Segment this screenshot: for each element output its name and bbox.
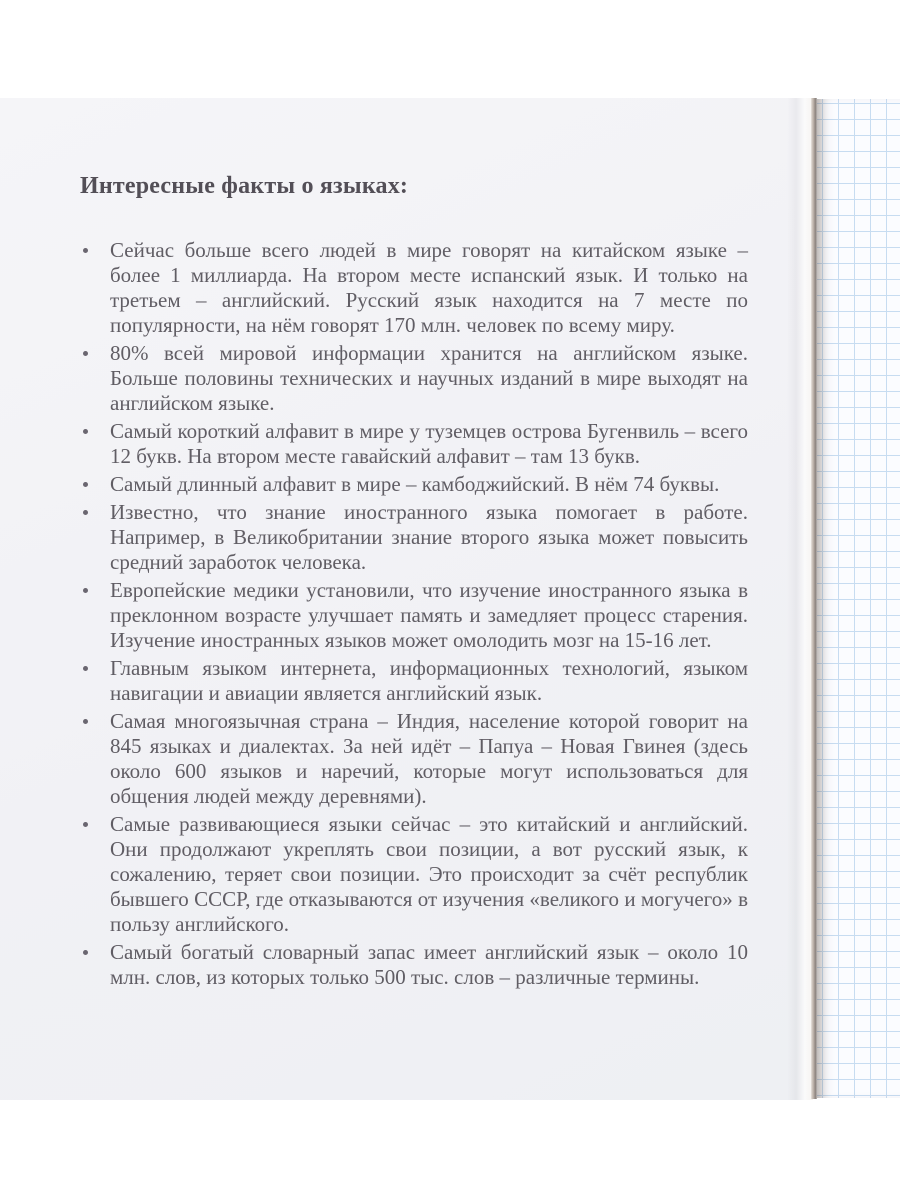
fact-item [80, 419, 748, 469]
fact-text: 80% всей мировой информации хранится на английском языке. Больше половины технических и научных изданий в мире выходят на английском языке. [110, 341, 748, 415]
fact-item [80, 472, 748, 497]
fact-item [80, 656, 748, 706]
bullet-dot-icon [83, 351, 88, 356]
fact-item [80, 940, 748, 990]
fact-text: Самый богатый словарный запас имеет английский язык – около 10 млн. слов, из которых только 500 тыс. слов – различные термины. [110, 940, 748, 989]
page-right-edge [787, 98, 813, 1100]
fact-item [80, 709, 748, 809]
fact-item [80, 238, 748, 338]
bullet-dot-icon [83, 248, 88, 253]
bullet-dot-icon [83, 482, 88, 487]
fact-text: Самый длинный алфавит в мире – камбоджийский. В нём 74 буквы. [110, 472, 720, 496]
bullet-dot-icon [83, 510, 88, 515]
fact-item [80, 578, 748, 653]
bullet-dot-icon [83, 588, 88, 593]
fact-item [80, 341, 748, 416]
fact-text: Главным языком интернета, информационных технологий, языком навигации и авиации является английский язык. [110, 656, 748, 705]
bullet-dot-icon [83, 950, 88, 955]
bullet-dot-icon [83, 429, 88, 434]
bullet-dot-icon [83, 666, 88, 671]
fact-text: Самый короткий алфавит в мире у туземцев острова Бугенвиль – всего 12 букв. На втором месте гавайский алфавит – там 13 букв. [110, 419, 748, 468]
fact-text: Европейские медики установили, что изучение иностранного языка в преклонном возрасте улучшает память и замедляет процесс старения. Изучение иностранных языков может омолодить мозг на 15-16 лет. [110, 578, 748, 652]
facts-list [80, 238, 748, 990]
bullet-dot-icon [83, 822, 88, 827]
fact-text: Самая многоязычная страна – Индия, население которой говорит на 845 языках и диалектах. За ней идёт – Папуа – Новая Гвинея (здесь около 600 языков и наречий, которые могут использоваться для общения людей между деревнями). [110, 709, 748, 808]
page-content [80, 172, 748, 993]
bullet-dot-icon [83, 719, 88, 724]
fact-item [80, 500, 748, 575]
fact-item [80, 812, 748, 937]
fact-text: Известно, что знание иностранного языка помогает в работе. Например, в Великобритании знание второго языка может повысить средний заработок человека. [110, 500, 748, 574]
facts-heading: Интересные факты о языках: [80, 173, 409, 199]
squared-paper-page [817, 99, 900, 1098]
fact-text: Сейчас больше всего людей в мире говорят на китайском языке – более 1 миллиарда. На втором месте испанский язык. И только на третьем – английский. Русский язык находится на 7 месте по популярности, на нём говорят 170 млн. человек по всему миру. [110, 238, 748, 337]
fact-text: Самые развивающиеся языки сейчас – это китайский и английский. Они продолжают укреплять свои позиции, а вот русский язык, к сожалению, теряет свои позиции. Это происходит за счёт республик бывшего СССР, где отказываются от изучения «великого и могучего» в пользу английского. [110, 812, 748, 936]
